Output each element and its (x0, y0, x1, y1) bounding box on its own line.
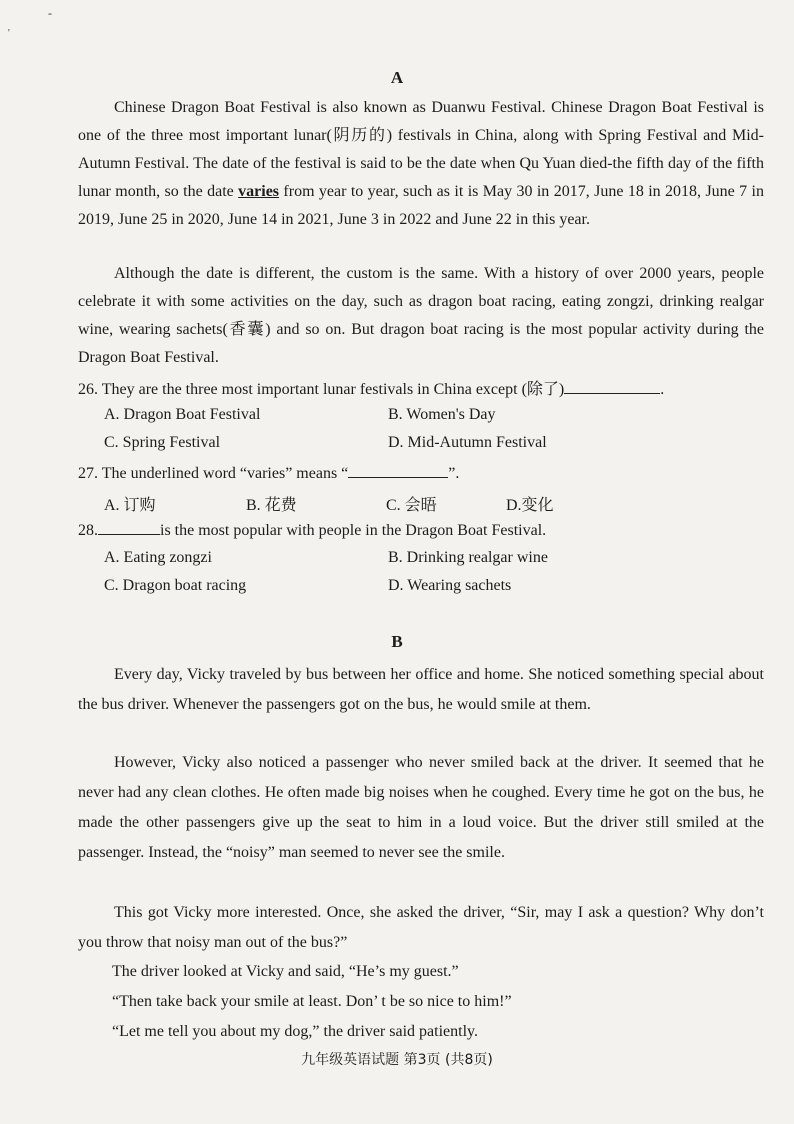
option-b: B. Drinking realgar wine (388, 549, 548, 566)
paragraph-text: from year to year, such as it is May 30 in 2017, June 18 in 2018, June 7 in 2019, June 25 in 2020, June 14 in 2021, June 3 in 2022 and June 22 in this year. (78, 183, 764, 228)
question-number: 28. (78, 522, 98, 539)
question-stem: is the most popular with people in the Dragon Boat Festival. (160, 522, 547, 539)
section-a-paragraph-2: Although the date is different, the custom is the same. With a history of over 2000 years, people celebrate it with some activities on the day, such as dragon boat racing, eating zongzi, drinking realgar wine, wearing sachets(香囊) and so on. But dragon boat racing is the most popular activity during the Dragon Boat Festival. (78, 265, 764, 366)
option-c: C. Dragon boat racing (104, 577, 247, 594)
page-footer: 九年级英语试题 第3页 (共8页) (301, 1052, 493, 1068)
question-26 (78, 376, 664, 399)
option-d: D. Wearing sachets (388, 577, 512, 594)
section-b-line: “Let me tell you about my dog,” the driver said patiently. (112, 1023, 478, 1040)
option-a: A. 订购 (104, 497, 156, 514)
answer-blank (98, 520, 160, 535)
section-a-title: A (390, 68, 404, 87)
paragraph-text: Chinese Dragon Boat Festival is also known as Duanwu Festival. Chinese Dragon Boat Festival is one of the three most important lunar(阴历的) festivals in China, along with Spring Festival and Mid-Autumn Festival. The date of the festival is said to be the date when Qu Yuan died-the fifth day of the fifth lunar month, so the date (78, 99, 764, 200)
section-b-title: B (391, 632, 403, 651)
question-stem: 26. They are the three most important lunar festivals in China except (除了) (78, 381, 565, 398)
section-b-paragraph-2: However, Vicky also noticed a passenger who never smiled back at the driver. It seemed that he never had any clean clothes. He often made big noises when he coughed. Every time he got on the bus, he made the other passengers give up the seat to him in a loud voice. But the driver still smiled at the passenger. Instead, the “noisy” man seemed to never see the smile. (78, 754, 764, 861)
option-c: C. Spring Festival (104, 434, 221, 451)
scan-mark: ' (8, 28, 10, 39)
section-b-line: The driver looked at Vicky and said, “He’s my guest.” (112, 963, 459, 980)
question-end: ”. (448, 465, 460, 482)
question-27 (78, 463, 459, 483)
option-c: C. 会晤 (386, 497, 437, 514)
question-stem: 27. The underlined word “varies” means “ (78, 465, 349, 482)
question-28 (78, 520, 546, 540)
section-b-line: “Then take back your smile at least. Don’ t be so nice to him!” (112, 993, 512, 1010)
answer-blank (348, 463, 448, 478)
underlined-word: varies (238, 183, 280, 200)
scan-mark: - (48, 6, 52, 20)
option-d: D. Mid-Autumn Festival (388, 434, 547, 451)
option-a: A. Eating zongzi (104, 549, 212, 566)
section-a-paragraph-1 (78, 94, 764, 234)
option-b: B. 花费 (246, 497, 297, 514)
section-b-paragraph-1: Every day, Vicky traveled by bus between her office and home. She noticed something special about the bus driver. Whenever the passengers got on the bus, he would smile at them. (78, 666, 764, 713)
question-end: . (660, 381, 665, 398)
option-d: D.变化 (506, 497, 554, 514)
option-b: B. Women's Day (388, 406, 496, 423)
section-b-paragraph-3: This got Vicky more interested. Once, she asked the driver, “Sir, may I ask a question? Why don’t you throw that noisy man out of the bus?” (78, 904, 764, 951)
option-a: A. Dragon Boat Festival (104, 406, 261, 423)
answer-blank (564, 379, 660, 394)
